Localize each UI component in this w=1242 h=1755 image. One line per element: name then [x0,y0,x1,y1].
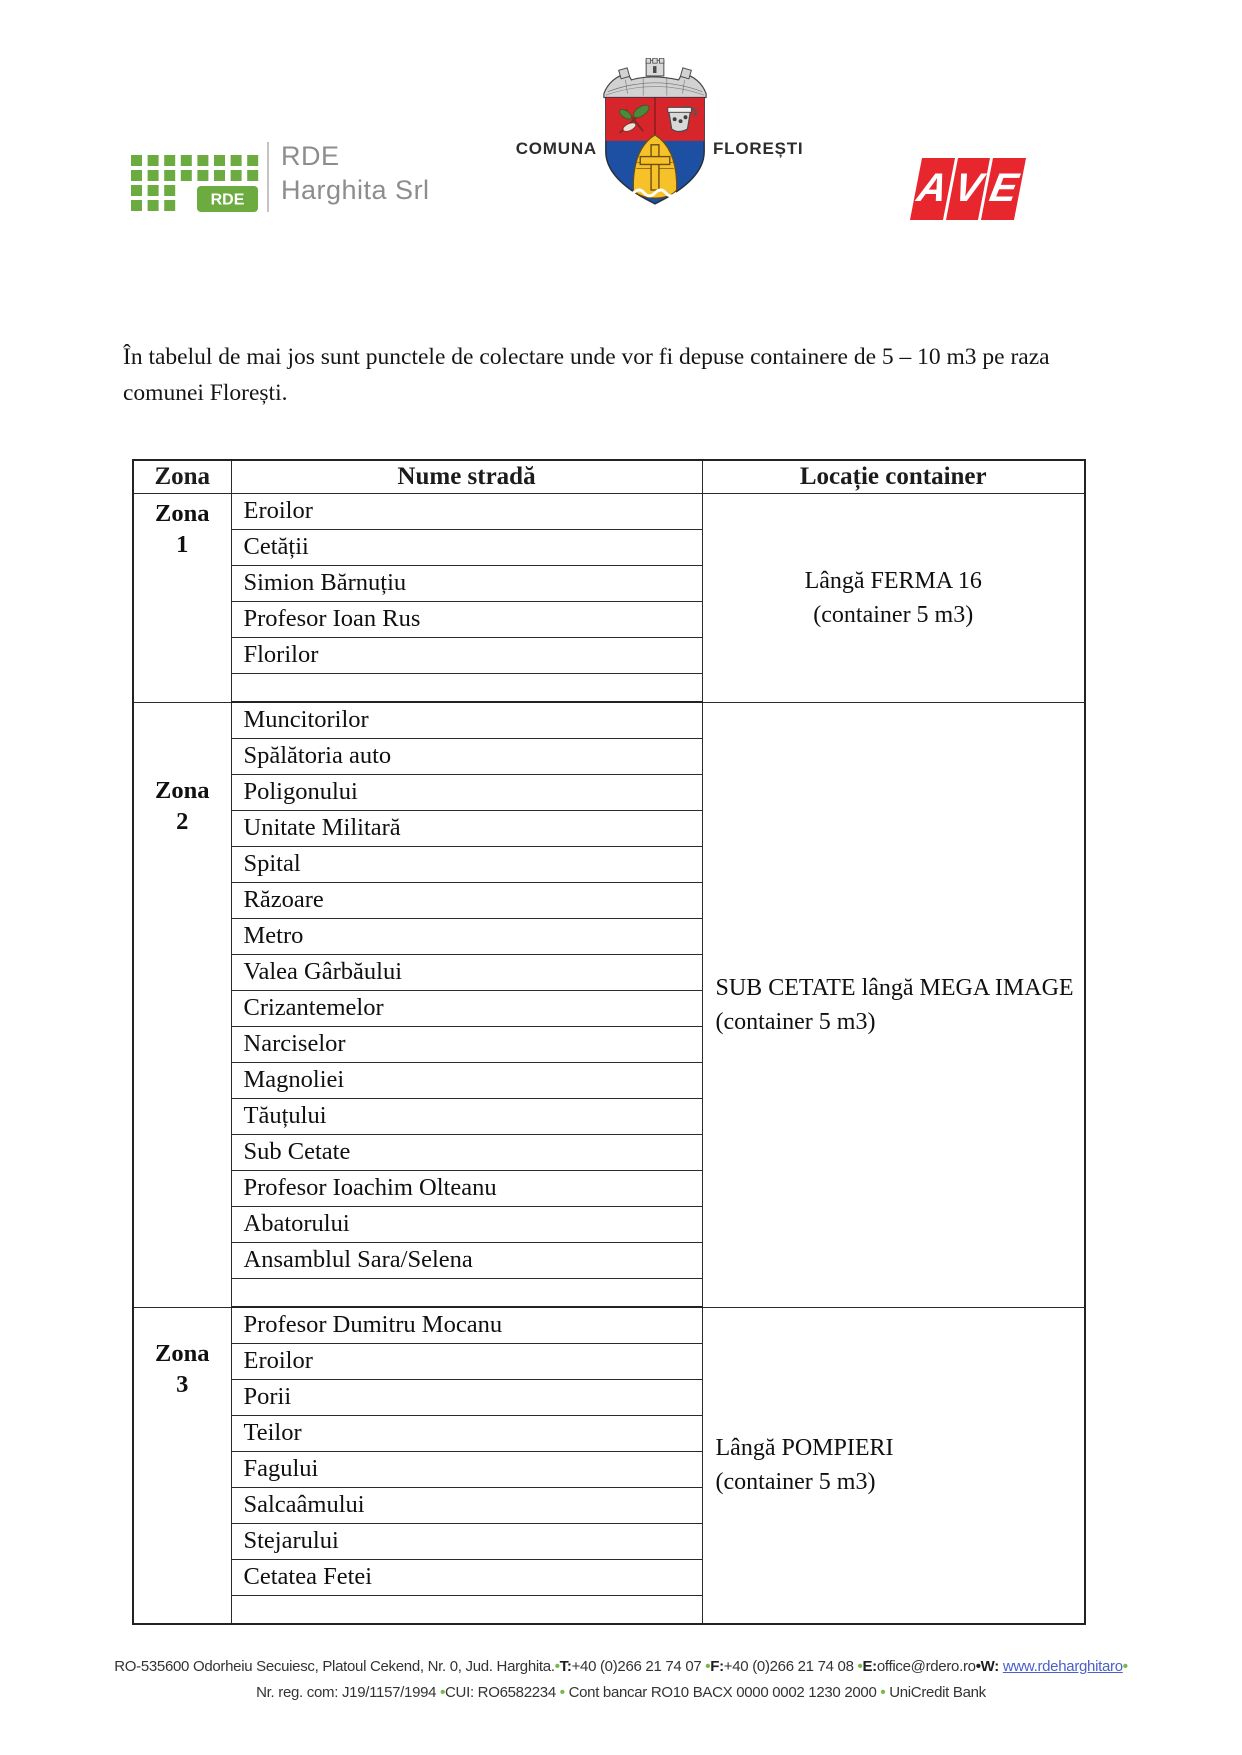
location-line2: (container 5 m3) [813,601,974,628]
street-cell: Porii [231,1379,702,1415]
street-cell: Profesor Dumitru Mocanu [231,1307,702,1343]
footer-bullet: • [1122,1658,1128,1675]
street-cell: Tăuțului [231,1098,702,1134]
footer-phone-label: T: [559,1658,572,1675]
crest-label-comuna: COMUNA [515,139,597,158]
footer-phone-value: +40 (0)266 21 74 07 [571,1658,706,1675]
location-line1: Lângă FERMA 16 [804,567,982,594]
street-cell: Unitate Militară [231,810,702,846]
footer-bullet: • [857,1658,863,1675]
footer-bank-account: Cont bancar RO10 BACX 0000 0002 1230 2000 [564,1684,881,1701]
street-cell: Fagului [231,1451,702,1487]
footer-fax-label: F: [710,1658,724,1675]
footer-bullet: • [559,1684,565,1701]
street-cell: Spital [231,846,702,882]
footer-email-value: office@rdero.ro [876,1658,976,1675]
street-cell: Eroilor [231,493,702,529]
page-footer [0,1654,1242,1706]
footer-bullet: • [975,1658,981,1675]
zone1-label [133,493,231,702]
street-cell: Muncitorilor [231,702,702,738]
footer-email-label: E: [862,1658,877,1675]
zone-label-number: 2 [176,807,189,835]
street-cell: Spălătoria auto [231,738,702,774]
zone-label-number: 1 [176,530,189,558]
street-cell-empty [231,1595,702,1624]
street-cell: Salcaâmului [231,1487,702,1523]
footer-line2 [0,1680,1242,1706]
rde-brand-line1: RDE [281,141,340,171]
ave-letter-a: A [910,158,955,220]
ave-logo [910,158,1026,220]
footer-fax-value: +40 (0)266 21 74 08 [723,1658,858,1675]
street-cell: Profesor Ioan Rus [231,601,702,637]
table-header-row [133,460,1085,493]
collection-points-table [132,459,1086,1625]
header-nume-strada: Nume stradă [231,460,702,493]
rde-grid-icon [131,155,263,217]
street-cell: Magnoliei [231,1062,702,1098]
street-cell: Metro [231,918,702,954]
street-cell: Abatorului [231,1206,702,1242]
zone3-location [702,1307,1085,1624]
crest-label-floresti: FLOREȘTI [713,139,804,158]
footer-address: RO-535600 Odorheiu Secuiesc, Platoul Cekend, Nr. 0, Jud. Harghita. [114,1658,555,1675]
zone-label-word: Zona [155,776,210,804]
footer-reg-number: Nr. reg. com: J19/1157/1994 [256,1684,441,1701]
street-cell: Valea Gârbăului [231,954,702,990]
rde-logo-divider [267,142,269,212]
street-cell: Răzoare [231,882,702,918]
zone2-location [702,702,1085,1307]
street-cell: Florilor [231,637,702,673]
footer-bullet: • [554,1658,560,1675]
street-cell: Profesor Ioachim Olteanu [231,1170,702,1206]
street-cell: Simion Bărnuțiu [231,565,702,601]
rde-brand-line2: Harghita Srl [281,175,430,205]
location-line1: SUB CETATE lângă MEGA IMAGE [715,974,1074,1001]
footer-bank-name: UniCredit Bank [885,1684,986,1701]
zone-label-word: Zona [155,1339,210,1367]
floresti-coat-of-arms-icon [596,58,714,206]
location-line2: (container 5 m3) [715,1469,876,1496]
header-locatie-container: Locație container [702,460,1085,493]
rde-badge-text: RDE [210,191,245,209]
location-line1: Lângă POMPIERI [715,1435,894,1462]
street-cell-empty [231,673,702,702]
street-cell: Eroilor [231,1343,702,1379]
zone1-location [702,493,1085,702]
street-cell: Sub Cetate [231,1134,702,1170]
footer-line1 [0,1654,1242,1680]
footer-bullet: • [440,1684,446,1701]
zone2-label [133,702,231,1307]
footer-bullet: • [705,1658,711,1675]
footer-web-label: W: [980,1658,1003,1675]
footer-cui: CUI: RO6582234 [445,1684,560,1701]
header-zona: Zona [133,460,231,493]
street-cell: Narciselor [231,1026,702,1062]
table-row [133,493,1085,529]
street-cell: Crizantemelor [231,990,702,1026]
ave-letter-v: V [946,158,991,220]
street-cell: Cetatea Fetei [231,1559,702,1595]
intro-paragraph: În tabelul de mai jos sunt punctele de colectare unde vor fi depuse containere de 5 – 10 m3 pe raza comunei Florești. [123,344,1050,406]
zone-label-word: Zona [155,499,210,527]
street-cell: Stejarului [231,1523,702,1559]
table-row [133,1307,1085,1343]
location-line2: (container 5 m3) [715,1008,876,1035]
table-row [133,702,1085,738]
street-cell: Teilor [231,1415,702,1451]
street-cell: Ansamblul Sara/Selena [231,1242,702,1278]
footer-bullet: • [880,1684,886,1701]
zone3-label [133,1307,231,1624]
zone-label-number: 3 [176,1370,189,1398]
rde-brand-text [281,139,430,207]
street-cell-empty [231,1278,702,1307]
ave-letter-e: E [981,158,1026,220]
street-cell: Cetății [231,529,702,565]
street-cell: Poligonului [231,774,702,810]
footer-website-link[interactable]: www.rdeharghitaro [1002,1658,1123,1675]
